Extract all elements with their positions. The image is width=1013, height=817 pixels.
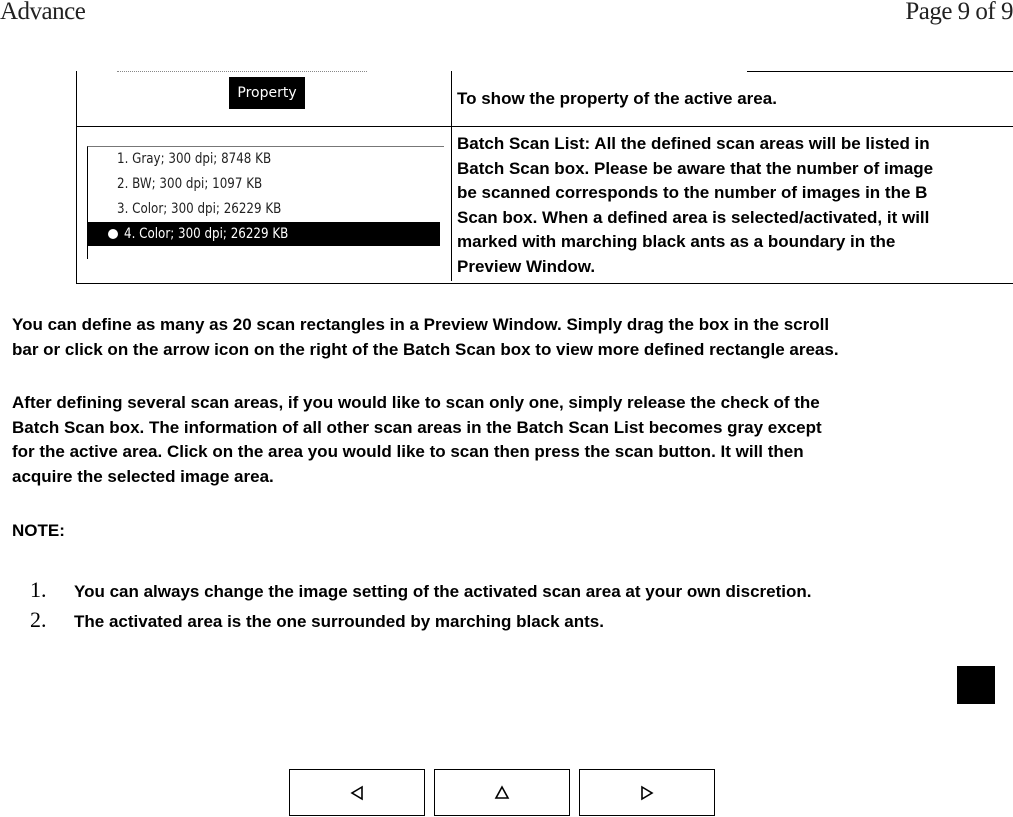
batch-list-item[interactable] [88, 172, 440, 196]
text-line: be scanned corresponds to the number of images in the B [457, 183, 928, 202]
batch-list-item[interactable] [88, 197, 440, 221]
note-text: You can always change the image setting of the activated scan area at your own discretion. [74, 582, 812, 601]
note-text: The activated area is the one surrounded by marching black ants. [74, 612, 604, 631]
property-description: To show the property of the active area. [457, 89, 777, 108]
up-page-button[interactable] [434, 769, 570, 816]
text-line: Batch Scan List: All the defined scan areas will be listed in [457, 134, 930, 153]
text-line: Batch Scan box. Please be aware that the number of image [457, 158, 934, 178]
text-line: marked with marching black ants as a boundary in the [457, 232, 896, 251]
text-line: Preview Window. [457, 256, 596, 276]
paragraph-scan-rectangles [12, 313, 1012, 362]
batch-item-label: 2. BW; 300 dpi; 1097 KB [117, 176, 263, 192]
batch-list-item[interactable] [88, 147, 440, 171]
text-line: acquire the selected image area. [12, 466, 274, 486]
feature-table [76, 71, 1013, 284]
text-line: Batch Scan box. The information of all other scan areas in the Batch Scan List becomes gray except [12, 417, 822, 437]
table-row-divider [77, 126, 1013, 127]
text-line: bar or click on the arrow icon on the right of the Batch Scan box to view more defined rectangle areas. [12, 339, 839, 359]
batch-item-label: 4. Color; 300 dpi; 26229 KB [124, 226, 289, 242]
property-button[interactable]: Property [229, 77, 305, 109]
table-column-divider [451, 71, 452, 281]
batch-item-label: 1. Gray; 300 dpi; 8748 KB [117, 151, 272, 167]
text-line: for the active area. Click on the area you would like to scan then press the scan button. It will then [12, 442, 804, 461]
next-page-button[interactable] [579, 769, 715, 816]
note-number: 1. [30, 577, 47, 602]
active-dot-icon [108, 229, 118, 239]
batch-list-item-selected[interactable] [88, 222, 440, 246]
text-line: After defining several scan areas, if you would like to scan only one, simply release the check of the [12, 393, 820, 412]
table-top-dots [117, 71, 367, 72]
next-triangle-icon [639, 785, 655, 801]
batch-scan-description [457, 132, 1013, 279]
text-line: Scan box. When a defined area is selected/activated, it will [457, 207, 930, 227]
note-item [30, 607, 604, 633]
batch-item-label: 3. Color; 300 dpi; 26229 KB [117, 201, 282, 217]
batch-scan-list[interactable] [87, 146, 444, 259]
paragraph-single-scan [12, 391, 1012, 489]
note-label: NOTE: [12, 521, 65, 540]
prev-triangle-icon [349, 785, 365, 801]
note-item [30, 577, 812, 603]
text-line: You can define as many as 20 scan rectangles in a Preview Window. Simply drag the box in the scroll [12, 315, 830, 334]
up-triangle-icon [494, 785, 510, 801]
prev-page-button[interactable] [289, 769, 425, 816]
table-top-line [747, 71, 1013, 72]
note-number: 2. [30, 607, 47, 632]
corner-marker [957, 666, 995, 704]
page-number: Page 9 of 9 [905, 0, 1013, 25]
header-title: Advance [0, 0, 86, 25]
